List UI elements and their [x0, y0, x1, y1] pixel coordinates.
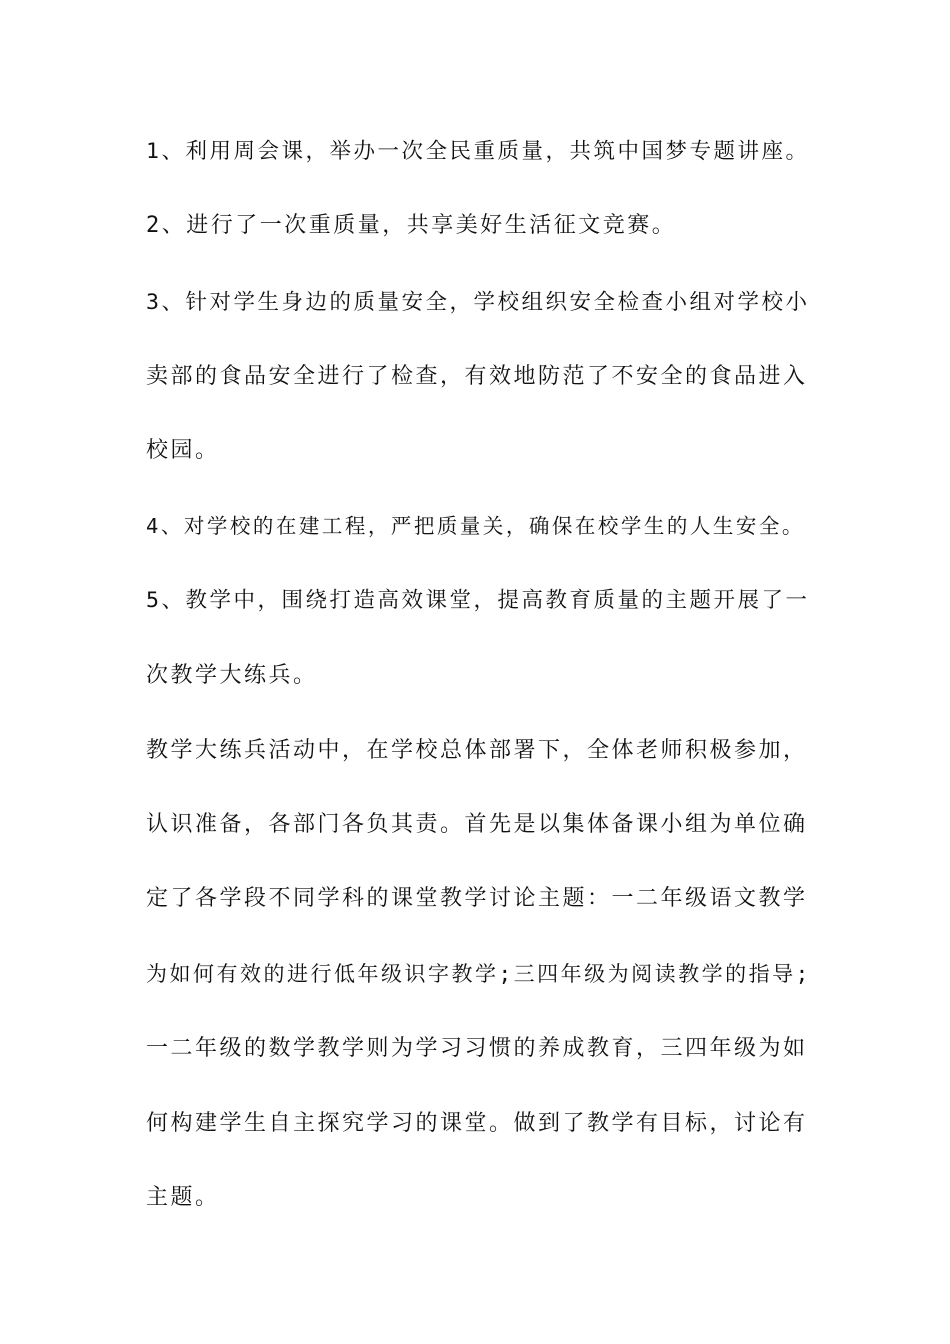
text-line: 校园。: [146, 438, 220, 463]
text-line: 卖部的食品安全进行了检查，有效地防范了不安全的食品进入: [146, 364, 808, 389]
text-line: 5、教学中，围绕打造高效课堂，提高教育质量的主题开展了一: [146, 588, 810, 613]
text-line: 3、针对学生身边的质量安全，学校组织安全检查小组对学校小: [146, 290, 810, 315]
text-line: 一二年级的数学教学则为学习习惯的养成教育，三四年级为如: [146, 1036, 808, 1061]
text-line: 主题。: [146, 1185, 220, 1210]
text-line: 2、进行了一次重质量，共享美好生活征文竞赛。: [146, 213, 677, 238]
text-line: 1、利用周会课，举办一次全民重质量，共筑中国梦专题讲座。: [146, 139, 810, 164]
text-line: 4、对学校的在建工程，严把质量关，确保在校学生的人生安全。: [146, 514, 805, 538]
text-line: 教学大练兵活动中，在学校总体部署下，全体老师积极参加，: [146, 738, 808, 763]
text-line: 为如何有效的进行低年级识字教学;三四年级为阅读教学的指导;: [146, 962, 811, 986]
text-line: 次教学大练兵。: [146, 663, 318, 688]
text-line: 定了各学段不同学科的课堂教学讨论主题：一二年级语文教学: [146, 886, 808, 911]
text-line: 何构建学生自主探究学习的课堂。做到了教学有目标，讨论有: [146, 1111, 808, 1136]
text-line: 认识准备，各部门各负其责。首先是以集体备课小组为单位确: [146, 812, 808, 837]
